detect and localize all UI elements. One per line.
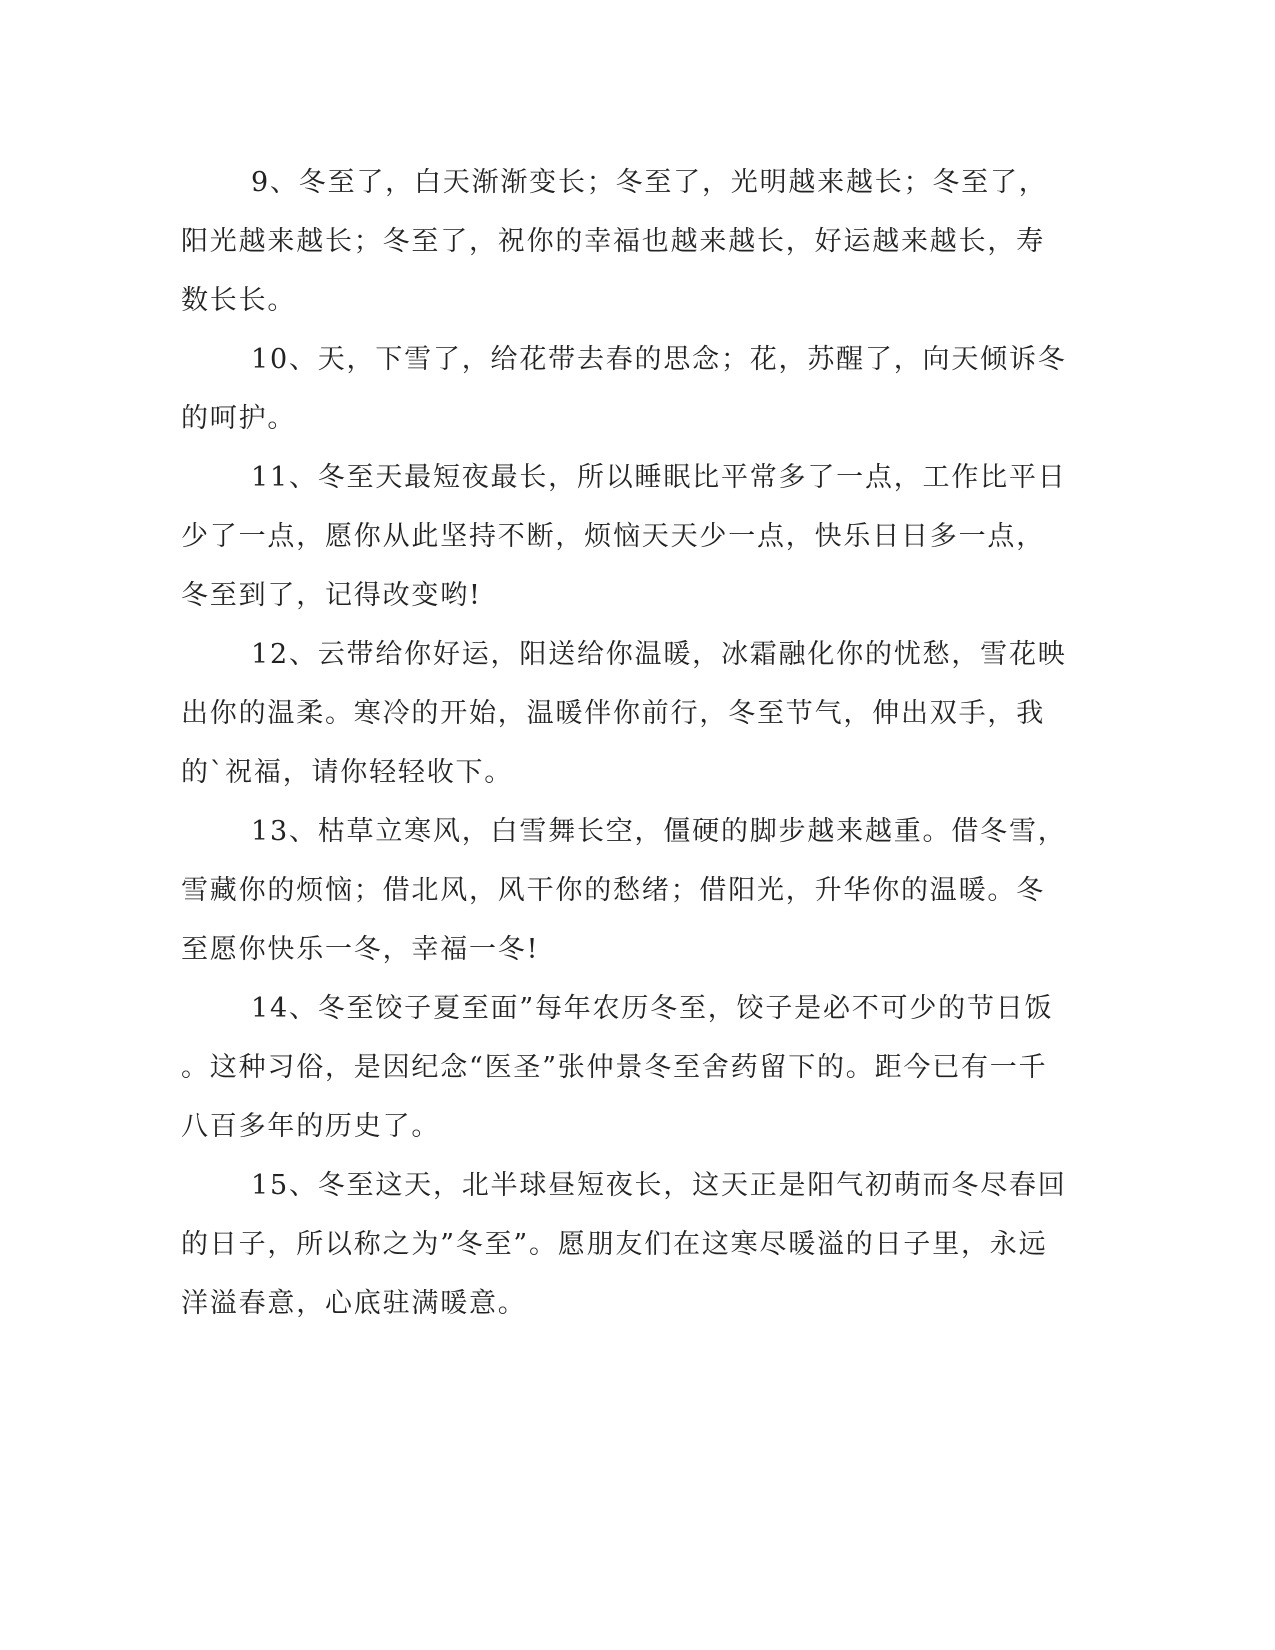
paragraph-line: 八百多年的历史了。 xyxy=(181,1111,441,1142)
paragraph-line: 的呵护。 xyxy=(181,403,297,434)
document-body xyxy=(181,153,1067,1333)
paragraph-9 xyxy=(181,153,1048,330)
paragraph-line: 14、冬至饺子夏至面”每年农历冬至，饺子是必不可少的节日饭 xyxy=(251,993,1054,1024)
paragraph-line: 出你的温柔。寒冷的开始，温暖伴你前行，冬至节气，伸出双手，我 xyxy=(181,698,1045,729)
paragraph-line: 10、天，下雪了，给花带去春的思念；花，苏醒了，向天倾诉冬 xyxy=(251,344,1067,375)
paragraph-line: 数长长。 xyxy=(181,285,297,316)
paragraph-line: 的`祝福，请你轻轻收下。 xyxy=(181,757,514,788)
paragraph-line: 的日子，所以称之为”冬至”。愿朋友们在这寒尽暖溢的日子里，永远 xyxy=(181,1229,1048,1260)
paragraph-line: 少了一点，愿你从此坚持不断，烦恼天天少一点，快乐日日多一点， xyxy=(181,521,1045,552)
paragraph-line: 雪藏你的烦恼；借北风，风干你的愁绪；借阳光，升华你的温暖。冬 xyxy=(181,875,1045,906)
paragraph-15 xyxy=(181,1156,1067,1333)
paragraph-13 xyxy=(181,802,1067,979)
paragraph-line: 。这种习俗，是因纪念“医圣”张仲景冬至舍药留下的。距今已有一千 xyxy=(181,1052,1048,1083)
paragraph-14 xyxy=(181,979,1054,1156)
paragraph-12 xyxy=(181,625,1067,802)
paragraph-line: 洋溢春意，心底驻满暖意。 xyxy=(181,1288,527,1319)
paragraph-line: 13、枯草立寒风，白雪舞长空，僵硬的脚步越来越重。借冬雪， xyxy=(251,816,1067,847)
paragraph-line: 至愿你快乐一冬，幸福一冬! xyxy=(181,934,540,965)
paragraph-line: 阳光越来越长；冬至了，祝你的幸福也越来越长，好运越来越长，寿 xyxy=(181,226,1045,257)
paragraph-line: 12、云带给你好运，阳送给你温暖，冰霜融化你的忧愁，雪花映 xyxy=(251,639,1067,670)
paragraph-line: 冬至到了，记得改变哟! xyxy=(181,580,482,611)
paragraph-line: 11、冬至天最短夜最长，所以睡眠比平常多了一点，工作比平日 xyxy=(251,462,1067,493)
paragraph-line: 9、冬至了，白天渐渐变长；冬至了，光明越来越长；冬至了， xyxy=(251,167,1048,198)
paragraph-10 xyxy=(181,330,1067,448)
paragraph-11 xyxy=(181,448,1067,625)
paragraph-line: 15、冬至这天，北半球昼短夜长，这天正是阳气初萌而冬尽春回 xyxy=(251,1170,1067,1201)
